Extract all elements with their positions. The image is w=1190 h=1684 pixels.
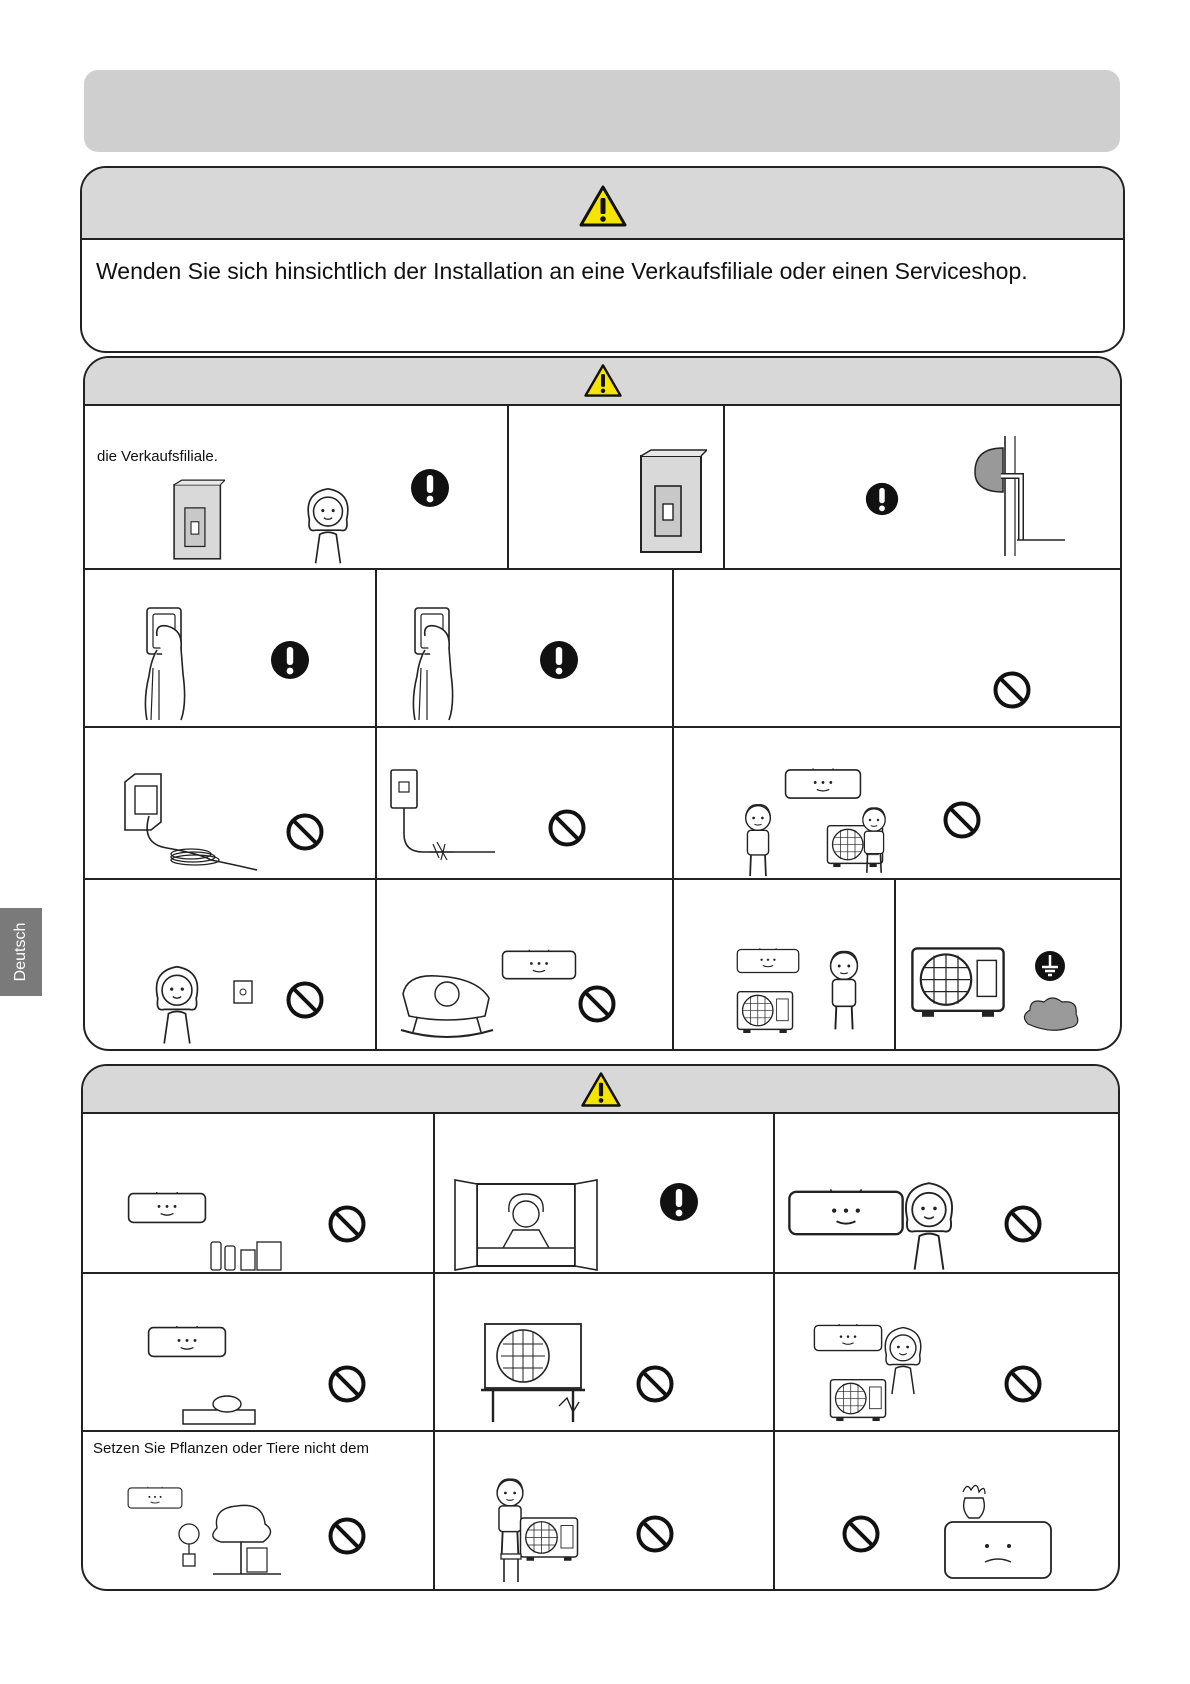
section-b-grid [85, 406, 1120, 1049]
smoke-cloud-illustration [1020, 994, 1082, 1034]
unit-repair-cell [674, 880, 896, 1049]
window-girl-illustration [451, 1178, 601, 1272]
section-c-grid [83, 1114, 1118, 1589]
prohibited-icon [992, 670, 1032, 710]
plug-hold-cell [377, 570, 674, 728]
prohibited-icon [327, 1204, 367, 1244]
outdoor-unit-illustration [910, 946, 1006, 1018]
installation-notice-text: Wenden Sie sich hinsichtlich der Installation an eine Verkaufsfiliale oder einen Serviceshop. [96, 258, 1028, 284]
combustion-appliance-cell [83, 1274, 435, 1432]
mandatory-exclamation-icon [410, 468, 450, 508]
prohibited-icon [1003, 1364, 1043, 1404]
hand-plug-illustration [137, 604, 207, 724]
prohibited-icon [547, 808, 587, 848]
page-title-bar [84, 70, 1120, 152]
prohibited-icon [285, 980, 325, 1020]
vase-on-unit-illustration [939, 1476, 1055, 1584]
prohibited-icon [327, 1364, 367, 1404]
plants-illustration [177, 1498, 287, 1578]
mandatory-exclamation-icon [539, 640, 579, 680]
damaged-cord-cell [377, 728, 674, 880]
cell-text: Setzen Sie Pflanzen oder Tiere nicht dem [93, 1440, 369, 1457]
wall-pipe-illustration [965, 436, 1085, 556]
prohibited-icon [327, 1516, 367, 1556]
stool-illustration [499, 1552, 523, 1584]
prohibited-cell [674, 570, 1120, 728]
section-c-header [83, 1066, 1118, 1114]
spraying-cell [775, 1274, 1118, 1432]
breaker-illustration [171, 478, 225, 564]
hand-plug-illustration [405, 604, 475, 724]
ac-unit-open-illustration [787, 1186, 905, 1240]
ac-unit-illustration [127, 1190, 207, 1226]
ac-unit-illustration [127, 1484, 183, 1512]
girl-illustration [893, 1176, 965, 1272]
prohibited-icon [635, 1514, 675, 1554]
children-outdoor-unit-cell [674, 728, 1120, 880]
ac-unit-illustration [147, 1324, 227, 1360]
prohibited-icon [285, 812, 325, 852]
bottles-illustration [207, 1232, 287, 1272]
coiled-cord-illustration [121, 768, 261, 878]
girl-phone-illustration [297, 482, 359, 566]
ac-unit-illustration [736, 946, 800, 976]
outdoor-grounding-cell [896, 880, 1120, 1049]
section-c-cautions [81, 1064, 1120, 1591]
baby-cradle-illustration [397, 964, 497, 1040]
ground-icon [1034, 950, 1066, 982]
prohibited-icon [635, 1364, 675, 1404]
boy-illustration [854, 804, 894, 876]
gas-stove-illustration [179, 1392, 259, 1428]
warning-triangle-icon [578, 184, 628, 228]
damaged-cord-illustration [389, 768, 499, 868]
prohibited-icon [1003, 1204, 1043, 1244]
mandatory-exclamation-icon [659, 1182, 699, 1222]
prohibited-icon [577, 984, 617, 1024]
ac-unit-illustration [813, 1322, 883, 1354]
outdoor-unit-illustration [519, 1516, 579, 1562]
objects-on-unit-cell [775, 1432, 1118, 1589]
ac-unit-illustration [501, 948, 577, 982]
ac-unit-illustration [784, 768, 862, 800]
girl-illustration [145, 960, 209, 1046]
section-b-warnings [83, 356, 1122, 1051]
breaker-illustration [637, 448, 707, 558]
damaged-stand-cell [435, 1274, 775, 1432]
outdoor-unit-broken-illustration [479, 1320, 589, 1424]
mandatory-exclamation-icon [865, 482, 899, 516]
wall-socket-illustration [233, 980, 253, 1004]
ventilation-cell [435, 1114, 775, 1274]
prohibited-icon [942, 800, 982, 840]
mandatory-exclamation-icon [270, 640, 310, 680]
prohibited-icon [841, 1514, 881, 1554]
plants-animals-cell [83, 1432, 435, 1589]
warning-triangle-icon [583, 363, 623, 398]
outdoor-unit-illustration [736, 990, 794, 1034]
worker-illustration [820, 942, 868, 1038]
side-tab-label: Deutsch [12, 922, 29, 982]
climbing-unit-cell [435, 1432, 775, 1589]
language-side-tab [0, 908, 42, 996]
wet-hands-cell [85, 880, 377, 1049]
section-b-header [85, 358, 1120, 406]
unit-cleaning-cell [775, 1114, 1118, 1274]
section-a-header [82, 168, 1123, 240]
breaker-cell [509, 406, 725, 570]
warning-triangle-icon [580, 1071, 622, 1108]
breaker-installation-cell [85, 406, 509, 570]
grounding-pipe-cell [725, 406, 1120, 570]
girl-spraying-illustration [875, 1322, 931, 1396]
coiled-cord-cell [85, 728, 377, 880]
food-storage-cell [83, 1114, 435, 1274]
cell-text: die Verkaufsfiliale. [97, 448, 218, 465]
section-a-body [82, 240, 1123, 351]
baby-airflow-cell [377, 880, 674, 1049]
boy-illustration [736, 800, 780, 880]
plug-insert-cell [85, 570, 377, 728]
section-a-warning [80, 166, 1125, 353]
